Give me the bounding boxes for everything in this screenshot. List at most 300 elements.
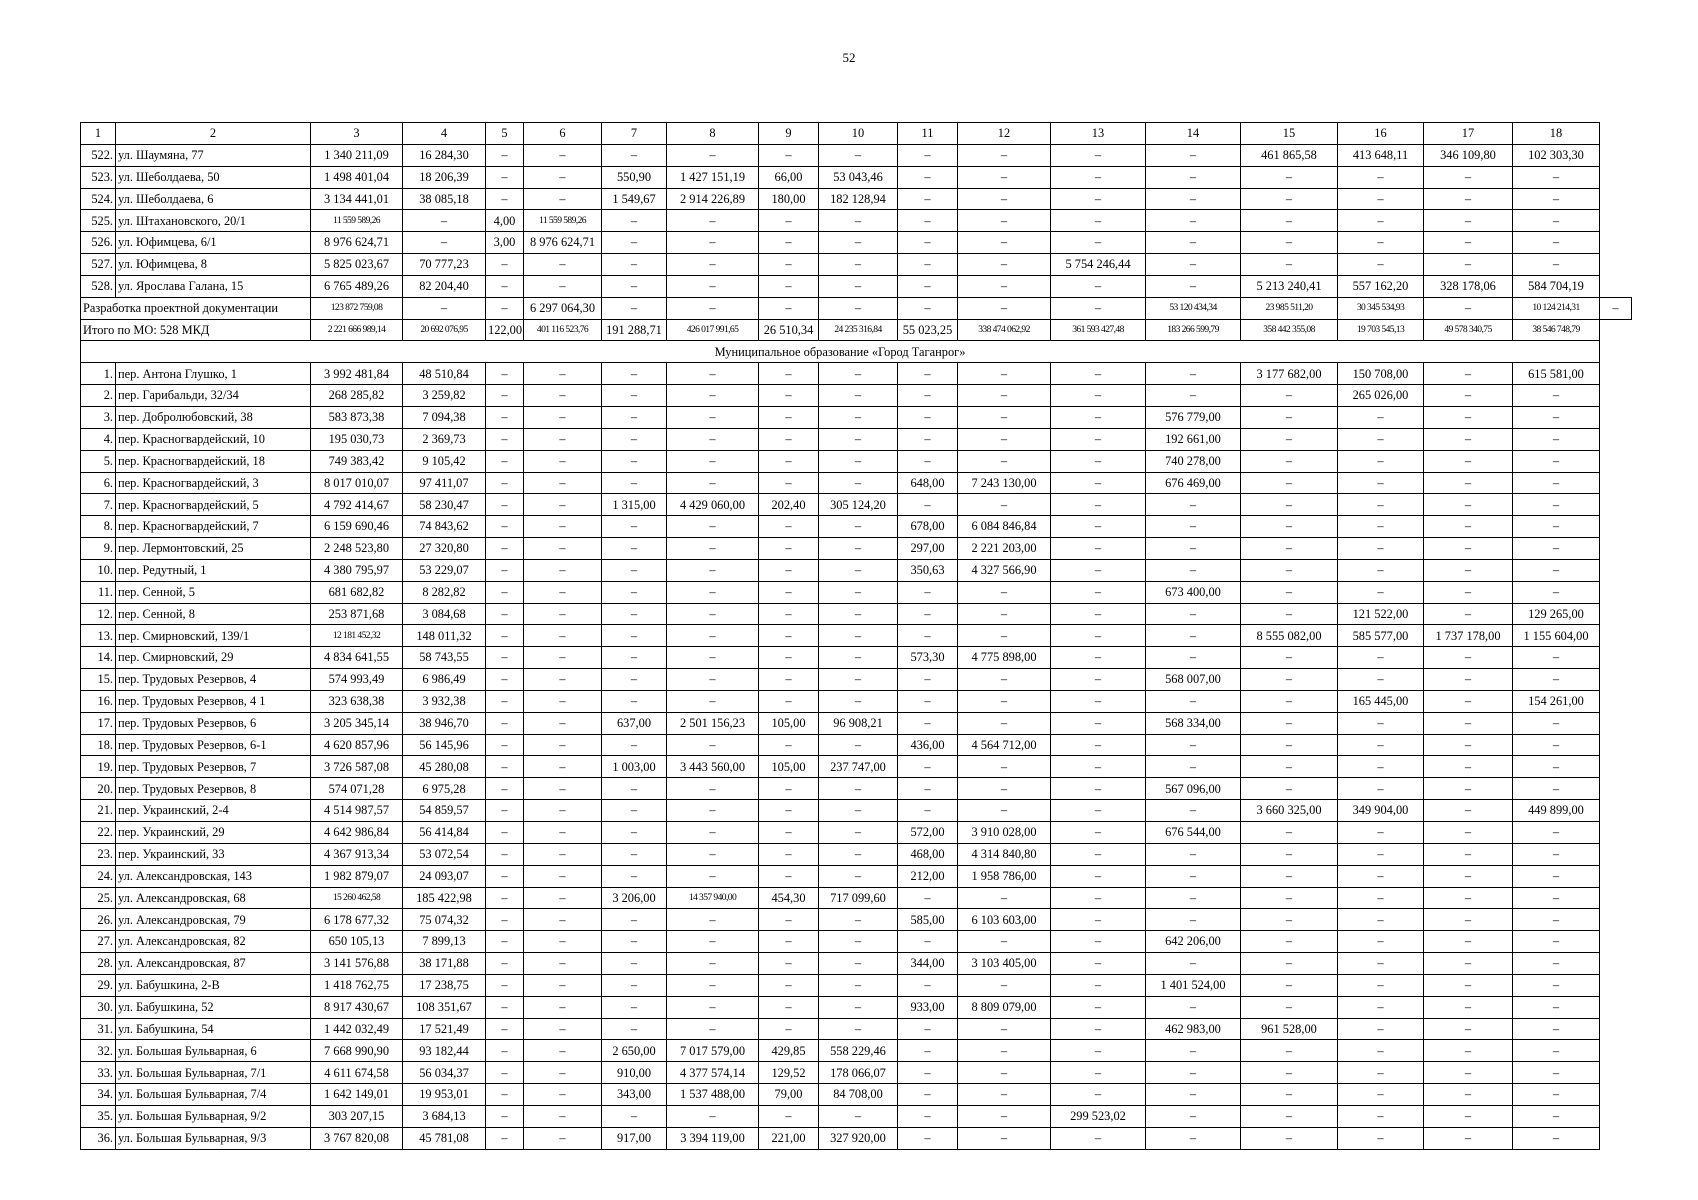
value-cell: 53 072,54 [403,843,486,865]
table-row [81,822,1632,844]
value-cell: – [1241,406,1338,428]
column-number-header: 6 [524,123,602,145]
value-cell: – [667,581,759,603]
value-cell: – [759,144,819,166]
row-number-cell: 20. [81,778,116,800]
value-cell: – [524,472,602,494]
value-cell: – [486,1062,524,1084]
row-number-cell: 28. [81,953,116,975]
value-cell: – [958,800,1051,822]
value-cell: – [898,690,958,712]
value-cell: – [958,363,1051,385]
value-cell: 8 017 010,07 [311,472,403,494]
value-cell: – [819,690,898,712]
table-row [81,254,1632,276]
value-cell: – [1424,428,1513,450]
value-cell: – [1338,166,1424,188]
address-cell: ул. Большая Бульварная, 7/4 [116,1084,311,1106]
value-cell: – [1338,865,1424,887]
value-cell: – [898,625,958,647]
address-cell: пер. Лермонтовский, 25 [116,538,311,560]
value-cell: 53 043,46 [819,166,898,188]
value-cell: 7 017 579,00 [667,1040,759,1062]
value-cell: – [819,953,898,975]
value-cell: – [1338,1127,1424,1149]
value-cell: – [898,428,958,450]
value-cell: – [667,843,759,865]
value-cell: 7 899,13 [403,931,486,953]
value-cell: – [819,210,898,232]
value-cell: – [1338,406,1424,428]
row-number-cell: 523. [81,166,116,188]
value-cell: – [1241,822,1338,844]
value-cell: – [898,1040,958,1062]
value-cell: – [819,603,898,625]
value-cell: 3 932,38 [403,690,486,712]
value-cell: – [1146,625,1241,647]
table-row [81,188,1632,210]
value-cell: 16 284,30 [403,144,486,166]
value-cell: 3 910 028,00 [958,822,1051,844]
address-cell: ул. Большая Бульварная, 9/2 [116,1105,311,1127]
value-cell: – [1241,385,1338,407]
value-cell: – [602,406,667,428]
value-cell: 8 976 624,71 [311,232,403,254]
value-cell: 4 792 414,67 [311,494,403,516]
address-cell: пер. Добролюбовский, 38 [116,406,311,428]
value-cell: – [759,974,819,996]
value-cell: – [1338,1084,1424,1106]
value-cell: 327 920,00 [819,1127,898,1149]
value-cell: 4 642 986,84 [311,822,403,844]
value-cell: – [1424,996,1513,1018]
value-cell: – [759,647,819,669]
value-cell: 105,00 [759,756,819,778]
row-number-cell: 32. [81,1040,116,1062]
row-number-cell: 24. [81,865,116,887]
value-cell: – [486,865,524,887]
value-cell: – [819,843,898,865]
table-row [81,275,1632,297]
value-cell: 3 206,00 [602,887,667,909]
value-cell: 38 946,70 [403,712,486,734]
value-cell: – [667,822,759,844]
value-cell: – [898,1127,958,1149]
value-cell: – [1051,953,1146,975]
value-cell: – [486,428,524,450]
value-cell: – [1051,822,1146,844]
value-cell: – [602,953,667,975]
value-cell: – [1051,1127,1146,1149]
address-cell: пер. Гарибальди, 32/34 [116,385,311,407]
value-cell: 8 282,82 [403,581,486,603]
value-cell: – [819,822,898,844]
value-cell: – [1338,931,1424,953]
value-cell: – [1146,1084,1241,1106]
value-cell: 7 668 990,90 [311,1040,403,1062]
value-cell: – [1241,450,1338,472]
row-number-cell: 34. [81,1084,116,1106]
value-cell: – [602,559,667,581]
value-cell: – [1146,800,1241,822]
value-cell: – [1051,188,1146,210]
value-cell: – [819,275,898,297]
value-cell: – [819,559,898,581]
value-cell: – [1146,996,1241,1018]
value-cell: 191 288,71 [602,319,667,341]
value-cell: – [1424,822,1513,844]
value-cell: 4 377 574,14 [667,1062,759,1084]
table-body [81,123,1632,1150]
value-cell: 615 581,00 [1513,363,1600,385]
value-cell: – [759,428,819,450]
page-number: 52 [842,50,856,65]
value-cell: 717 099,60 [819,887,898,909]
value-cell: – [1424,756,1513,778]
value-cell: – [958,144,1051,166]
value-cell: 30 345 534,93 [1338,297,1424,319]
value-cell: – [1424,1062,1513,1084]
value-cell: – [667,690,759,712]
value-cell: 5 213 240,41 [1241,275,1338,297]
value-cell: – [524,843,602,865]
value-cell: – [1513,669,1600,691]
value-cell: – [958,1105,1051,1127]
value-cell: 681 682,82 [311,581,403,603]
value-cell: – [898,254,958,276]
value-cell: – [1146,275,1241,297]
value-cell: 3 084,68 [403,603,486,625]
value-cell: 349 904,00 [1338,800,1424,822]
address-cell: ул. Александровская, 87 [116,953,311,975]
value-cell: – [1241,559,1338,581]
value-cell: – [602,647,667,669]
value-cell: – [759,690,819,712]
value-cell: – [1051,297,1146,319]
value-cell: – [602,144,667,166]
value-cell: – [759,363,819,385]
value-cell: 48 510,84 [403,363,486,385]
address-cell: ул. Шеболдаева, 6 [116,188,311,210]
value-cell: – [759,843,819,865]
value-cell: – [524,538,602,560]
value-cell: – [524,756,602,778]
value-cell: – [958,669,1051,691]
value-cell: – [958,232,1051,254]
value-cell: – [667,385,759,407]
value-cell: – [486,188,524,210]
value-cell: – [1146,843,1241,865]
row-number-cell: 3. [81,406,116,428]
value-cell: – [1513,843,1600,865]
row-number-cell: 524. [81,188,116,210]
value-cell: – [759,953,819,975]
value-cell: – [898,406,958,428]
value-cell: 576 779,00 [1146,406,1241,428]
table-row [81,210,1632,232]
value-cell: 1 982 879,07 [311,865,403,887]
value-cell: – [898,800,958,822]
value-cell: 102 303,30 [1513,144,1600,166]
value-cell: – [486,603,524,625]
value-cell: – [486,559,524,581]
address-cell: пер. Красногвардейский, 5 [116,494,311,516]
value-cell: – [1241,210,1338,232]
value-cell: 212,00 [898,865,958,887]
value-cell: – [1338,996,1424,1018]
column-number-header-row [81,123,1632,145]
value-cell: 305 124,20 [819,494,898,516]
value-cell: – [1513,778,1600,800]
value-cell: – [524,996,602,1018]
value-cell: – [898,210,958,232]
value-cell: 637,00 [602,712,667,734]
value-cell: 6 159 690,46 [311,516,403,538]
value-cell: 3 205 345,14 [311,712,403,734]
value-cell: – [524,1127,602,1149]
value-cell: 12 181 452,32 [311,625,403,647]
value-cell: – [486,538,524,560]
value-cell: – [1146,865,1241,887]
column-number-header: 17 [1424,123,1513,145]
value-cell: – [486,800,524,822]
value-cell: – [1338,494,1424,516]
value-cell: – [1513,1040,1600,1062]
value-cell: – [524,625,602,647]
value-cell: – [958,887,1051,909]
value-cell: – [1051,516,1146,538]
table-row [81,1040,1632,1062]
value-cell: – [759,450,819,472]
value-cell: 4 834 641,55 [311,647,403,669]
value-cell: 303 207,15 [311,1105,403,1127]
value-cell: – [1424,1127,1513,1149]
value-cell: – [1513,974,1600,996]
value-cell: 6 297 064,30 [524,297,602,319]
value-cell: 323 638,38 [311,690,403,712]
table-row [81,232,1632,254]
value-cell: – [1338,1018,1424,1040]
value-cell: – [667,144,759,166]
value-cell: – [1424,559,1513,581]
address-cell: пер. Украинский, 33 [116,843,311,865]
value-cell: – [759,734,819,756]
value-cell: 4 380 795,97 [311,559,403,581]
value-cell: 3 103 405,00 [958,953,1051,975]
value-cell: – [819,450,898,472]
value-cell: – [486,166,524,188]
value-cell: – [1146,734,1241,756]
value-cell: 56 034,37 [403,1062,486,1084]
row-label-cell: Итого по МО: 528 МКД [81,319,311,341]
value-cell: 182 128,94 [819,188,898,210]
value-cell: – [759,254,819,276]
value-cell: – [759,800,819,822]
value-cell: – [1338,778,1424,800]
value-cell: 648,00 [898,472,958,494]
value-cell: 129 265,00 [1513,603,1600,625]
value-cell: – [759,669,819,691]
value-cell: 6 975,28 [403,778,486,800]
value-cell: – [667,647,759,669]
value-cell: – [1241,581,1338,603]
table-row [81,406,1632,428]
table-row [81,974,1632,996]
value-cell: – [1241,232,1338,254]
value-cell: 45 781,08 [403,1127,486,1149]
section-title: Муниципальное образование «Город Таганрог» [81,341,1600,363]
value-cell: 1 418 762,75 [311,974,403,996]
value-cell: – [1051,625,1146,647]
value-cell: – [403,232,486,254]
table-row [81,581,1632,603]
value-cell: – [1338,843,1424,865]
value-cell: – [759,581,819,603]
value-cell: – [819,363,898,385]
value-cell: – [759,996,819,1018]
value-cell: 82 204,40 [403,275,486,297]
value-cell: 192 661,00 [1146,428,1241,450]
column-number-header: 8 [667,123,759,145]
address-cell: пер. Красногвардейский, 3 [116,472,311,494]
value-cell: – [486,144,524,166]
value-cell: – [1338,974,1424,996]
value-cell: 93 182,44 [403,1040,486,1062]
value-cell: 6 986,49 [403,669,486,691]
column-number-header: 4 [403,123,486,145]
value-cell: 2 221 666 989,14 [311,319,403,341]
table-row [81,516,1632,538]
value-cell: – [486,974,524,996]
value-cell: 195 030,73 [311,428,403,450]
row-number-cell: 11. [81,581,116,603]
value-cell: 58 230,47 [403,494,486,516]
row-number-cell: 6. [81,472,116,494]
value-cell: – [1241,1127,1338,1149]
value-cell: 53 120 434,34 [1146,297,1241,319]
address-cell: ул. Юфимцева, 6/1 [116,232,311,254]
value-cell: 676 469,00 [1146,472,1241,494]
value-cell: – [1241,734,1338,756]
table-row [81,1018,1632,1040]
address-cell: пер. Украинский, 2-4 [116,800,311,822]
value-cell: – [1051,800,1146,822]
value-cell: – [1424,865,1513,887]
value-cell: – [602,581,667,603]
value-cell: – [759,472,819,494]
value-cell: – [667,953,759,975]
value-cell: – [1513,734,1600,756]
value-cell: – [1424,843,1513,865]
address-cell: ул. Александровская, 68 [116,887,311,909]
value-cell: – [1051,559,1146,581]
value-cell: – [524,887,602,909]
value-cell: – [1424,974,1513,996]
value-cell: – [524,188,602,210]
value-cell: – [898,450,958,472]
value-cell: – [524,1062,602,1084]
value-cell: – [1051,406,1146,428]
value-cell: – [524,144,602,166]
value-cell: – [1513,996,1600,1018]
value-cell: 27 320,80 [403,538,486,560]
value-cell: – [602,865,667,887]
value-cell: – [486,385,524,407]
row-number-cell: 8. [81,516,116,538]
value-cell: – [1051,931,1146,953]
value-cell: – [486,1105,524,1127]
value-cell: – [602,931,667,953]
address-cell: ул. Юфимцева, 8 [116,254,311,276]
value-cell: 462 983,00 [1146,1018,1241,1040]
value-cell: – [1513,210,1600,232]
value-cell: – [602,210,667,232]
value-cell: 676 544,00 [1146,822,1241,844]
address-cell: пер. Трудовых Резервов, 6 [116,712,311,734]
value-cell: – [819,406,898,428]
value-cell: – [1241,494,1338,516]
value-cell: – [1051,887,1146,909]
value-cell: – [1051,843,1146,865]
value-cell: – [1424,297,1513,319]
value-cell: – [602,254,667,276]
value-cell: – [1513,931,1600,953]
value-cell: – [1513,712,1600,734]
value-cell: 673 400,00 [1146,581,1241,603]
value-cell: 1 537 488,00 [667,1084,759,1106]
value-cell: – [1338,953,1424,975]
value-cell: – [1513,756,1600,778]
row-number-cell: 25. [81,887,116,909]
value-cell: – [1051,756,1146,778]
value-cell: – [1513,428,1600,450]
value-cell: 3 767 820,08 [311,1127,403,1149]
value-cell: – [1513,1062,1600,1084]
value-cell: – [1241,516,1338,538]
value-cell: – [1241,254,1338,276]
value-cell: – [486,254,524,276]
value-cell: – [486,625,524,647]
address-cell: пер. Красногвардейский, 10 [116,428,311,450]
row-label-cell: Разработка проектной документации [81,297,311,319]
value-cell: – [486,734,524,756]
value-cell: – [486,363,524,385]
value-cell: 221,00 [759,1127,819,1149]
value-cell: – [524,800,602,822]
value-cell: 1 315,00 [602,494,667,516]
value-cell: – [1513,1018,1600,1040]
address-cell: пер. Украинский, 29 [116,822,311,844]
value-cell: 253 871,68 [311,603,403,625]
value-cell: – [1051,538,1146,560]
value-cell: 55 023,25 [898,319,958,341]
value-cell: – [819,385,898,407]
value-cell: – [486,887,524,909]
value-cell: – [1338,188,1424,210]
value-cell: 461 865,58 [1241,144,1338,166]
value-cell: – [1513,166,1600,188]
value-cell: – [602,363,667,385]
value-cell: – [1241,974,1338,996]
value-cell: – [524,428,602,450]
value-cell: – [1241,690,1338,712]
value-cell: 401 116 523,76 [524,319,602,341]
value-cell: – [819,1105,898,1127]
value-cell: – [667,232,759,254]
value-cell: 123 872 759,08 [311,297,403,319]
address-cell: пер. Трудовых Резервов, 4 [116,669,311,691]
value-cell: – [898,297,958,319]
